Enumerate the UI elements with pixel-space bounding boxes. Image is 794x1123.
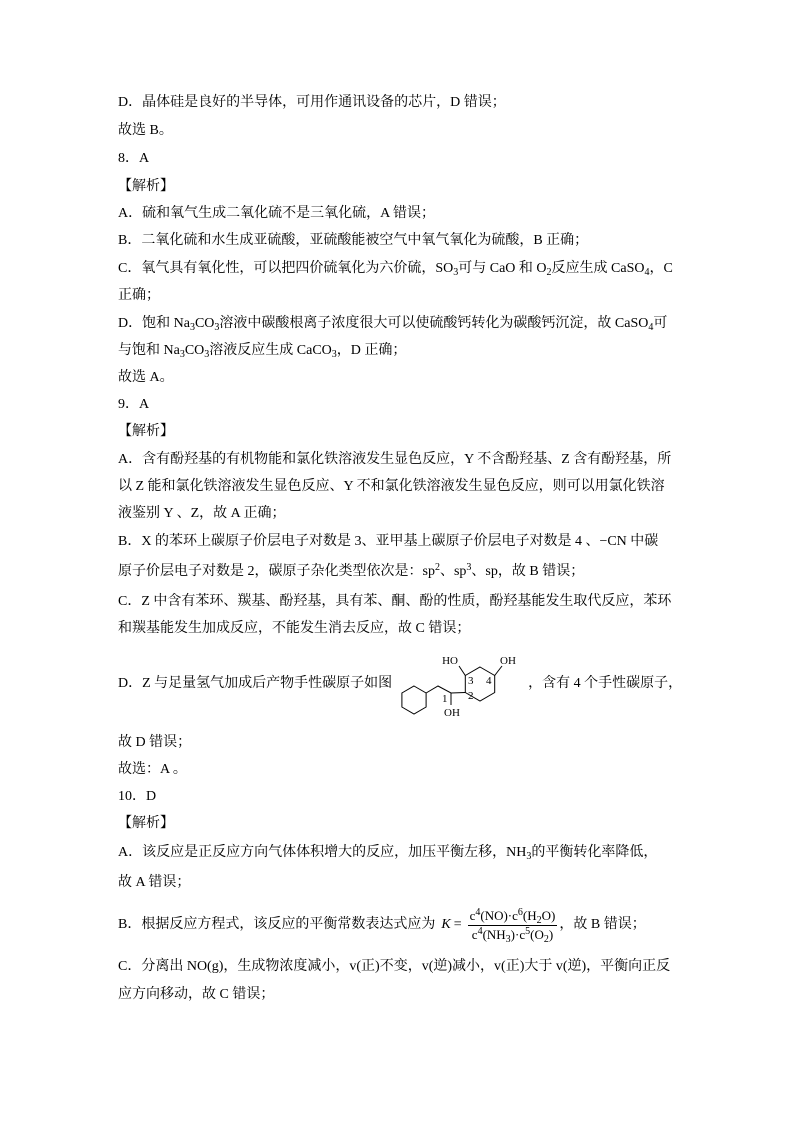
text-run: 、sp (439, 564, 467, 579)
q9-option-a-line2: 以 Z 能和氯化铁溶液发生显色反应、Y 不和氯化铁溶液发生显色反应，则可以用氯化铁溶 (118, 479, 665, 494)
q9-option-c-line1: C．Z 中含有苯环、羰基、酚羟基，具有苯、酮、酚的性质，酚羟基能发生取代反应，苯环 (118, 594, 672, 609)
q10-option-b (118, 903, 646, 947)
label-carbon-3: 3 (468, 675, 474, 687)
q8-option-a: A．硫和氧气生成二氧化硫不是三氧化硫，A 错误； (118, 206, 435, 221)
q7-option-d: D．晶体硅是良好的半导体，可用作通讯设备的芯片，D 错误； (118, 95, 506, 110)
q10-option-c-line2: 应方向移动，故 C 错误； (118, 987, 275, 1002)
q8-option-c-line1 (118, 259, 673, 279)
label-ho-left: HO (442, 655, 459, 667)
text-run: c (471, 926, 478, 942)
label-oh-right: OH (500, 655, 517, 667)
chiral-carbon-structure-diagram (394, 648, 526, 720)
superscript: 4 (475, 906, 481, 918)
subscript: 4 (644, 267, 650, 278)
text-run: 反应生成 CaSO (551, 261, 645, 276)
subscript: 2 (543, 933, 549, 945)
text-run: ，C (649, 261, 673, 276)
q9-option-c-line2: 和羰基能发生加成反应，不能发生消去反应，故 C 错误； (118, 621, 471, 636)
text-run: O) (541, 907, 556, 923)
equilibrium-constant-symbol: K (441, 917, 451, 932)
text-run: (NH (482, 926, 506, 942)
text-run: ) (548, 926, 554, 942)
subscript: 3 (453, 267, 459, 278)
subscript: 4 (648, 322, 654, 333)
q9-option-a-line3: 液鉴别 Y 、Z，故 A 正确； (118, 506, 286, 521)
subscript: 3 (179, 349, 185, 360)
c4-hydroxyl-bond (495, 666, 502, 676)
subscript: 3 (189, 322, 195, 333)
c3-hydroxyl-bond (459, 666, 465, 676)
superscript: 5 (525, 925, 531, 937)
fraction-numerator (468, 907, 558, 926)
text-run: 可与 CaO 和 O (458, 261, 547, 276)
q9-conclusion: 故选：A 。 (118, 762, 187, 777)
q8-analysis-label: 【解析】 (118, 179, 174, 194)
subscript: 3 (204, 349, 210, 360)
text-run: D．Z 与足量氢气加成后产物手性碳原子如图 (118, 676, 393, 691)
superscript: 3 (466, 562, 472, 573)
q9-option-a-line1: A．含有酚羟基的有机物能和氯化铁溶液发生显色反应，Y 不含酚羟基、Z 含有酚羟基，所 (118, 452, 672, 467)
subscript: 3 (331, 349, 337, 360)
equals-sign: = (453, 917, 462, 932)
text-run: 、sp，故 B 错误； (471, 564, 585, 579)
text-run: C．氧气具有氧化性，可以把四价硫氧化为六价硫，SO (118, 261, 454, 276)
q10-analysis-label: 【解析】 (118, 816, 174, 831)
superscript: 2 (434, 562, 440, 573)
text-run: 溶液反应生成 CaCO (209, 343, 332, 358)
q8-conclusion: 故选 A。 (118, 370, 174, 385)
subscript: 2 (536, 914, 542, 926)
carbon-chain-bond (426, 686, 465, 693)
q8-option-b: B．二氧化硫和水生成亚硫酸，亚硫酸能被空气中氧气氧化为硫酸，B 正确； (118, 233, 589, 248)
q9-answer: 9．A (118, 397, 150, 412)
q8-option-d-line1 (118, 314, 667, 334)
text-run: A．该反应是正反应方向气体体积增大的反应，加压平衡左移，NH (118, 845, 527, 860)
label-oh-bottom: OH (444, 707, 461, 719)
q8-option-d-line2 (118, 341, 406, 361)
q9-option-b-line1: B．X 的苯环上碳原子价层电子对数是 3、亚甲基上碳原子价层电子对数是 4 、−CN 中碳 (118, 534, 659, 549)
text-run: (O (530, 926, 544, 942)
text-run: ，D 正确； (336, 343, 407, 358)
q7-conclusion: 故选 B。 (118, 123, 173, 138)
q8-answer: 8．A (118, 151, 150, 166)
q9-option-b-line2 (118, 562, 584, 582)
text-run: D．饱和 Na (118, 316, 190, 331)
text-run: c (469, 907, 476, 923)
q9-option-d-line2: 故 D 错误； (118, 735, 192, 750)
text-run: 与饱和 Na (118, 343, 180, 358)
label-carbon-1: 1 (442, 693, 448, 705)
label-carbon-4: 4 (486, 675, 492, 687)
q10-option-a-line1 (118, 843, 657, 863)
text-run: CO (184, 343, 205, 358)
text-run: ，故 B 错误； (559, 917, 646, 932)
q9-analysis-label: 【解析】 (118, 424, 174, 439)
fraction-denominator (470, 926, 555, 944)
text-run: B．根据反应方程式，该反应的平衡常数表达式应为 (118, 917, 436, 932)
text-run: 溶液中碳酸根离子浓度很大可以使硫酸钙转化为碳酸钙沉淀，故 CaSO (219, 316, 649, 331)
q10-option-c-line1: C．分离出 NO(g)，生成物浓度减小，v(正)不变，v(逆)减小，v(正)大于 v(逆)，平衡向正反 (118, 959, 671, 974)
subscript: 3 (505, 933, 511, 945)
q8-option-c-line2: 正确； (118, 288, 160, 303)
subscript: 3 (214, 322, 220, 333)
equilibrium-constant-fraction (468, 907, 558, 944)
text-run: (NO)·c (480, 907, 518, 923)
text-run: ，含有 4 个手性碳原子， (528, 676, 683, 691)
superscript: 6 (517, 906, 523, 918)
label-carbon-2: 2 (468, 690, 474, 702)
text-run: (H (522, 907, 537, 923)
q10-option-a-line2: 故 A 错误； (118, 875, 191, 890)
text-run: 可 (653, 316, 668, 331)
subscript: 3 (526, 851, 532, 862)
q10-answer: 10．D (118, 789, 157, 804)
left-cyclohexane-ring (402, 686, 426, 714)
subscript: 2 (546, 267, 552, 278)
q9-option-d-line1 (118, 648, 682, 720)
text-run: 的平衡转化率降低， (531, 845, 658, 860)
text-run: 原子价层电子对数是 2，碳原子杂化类型依次是：sp (118, 564, 435, 579)
superscript: 4 (477, 925, 483, 937)
text-run: )·c (510, 926, 526, 942)
text-run: CO (194, 316, 215, 331)
